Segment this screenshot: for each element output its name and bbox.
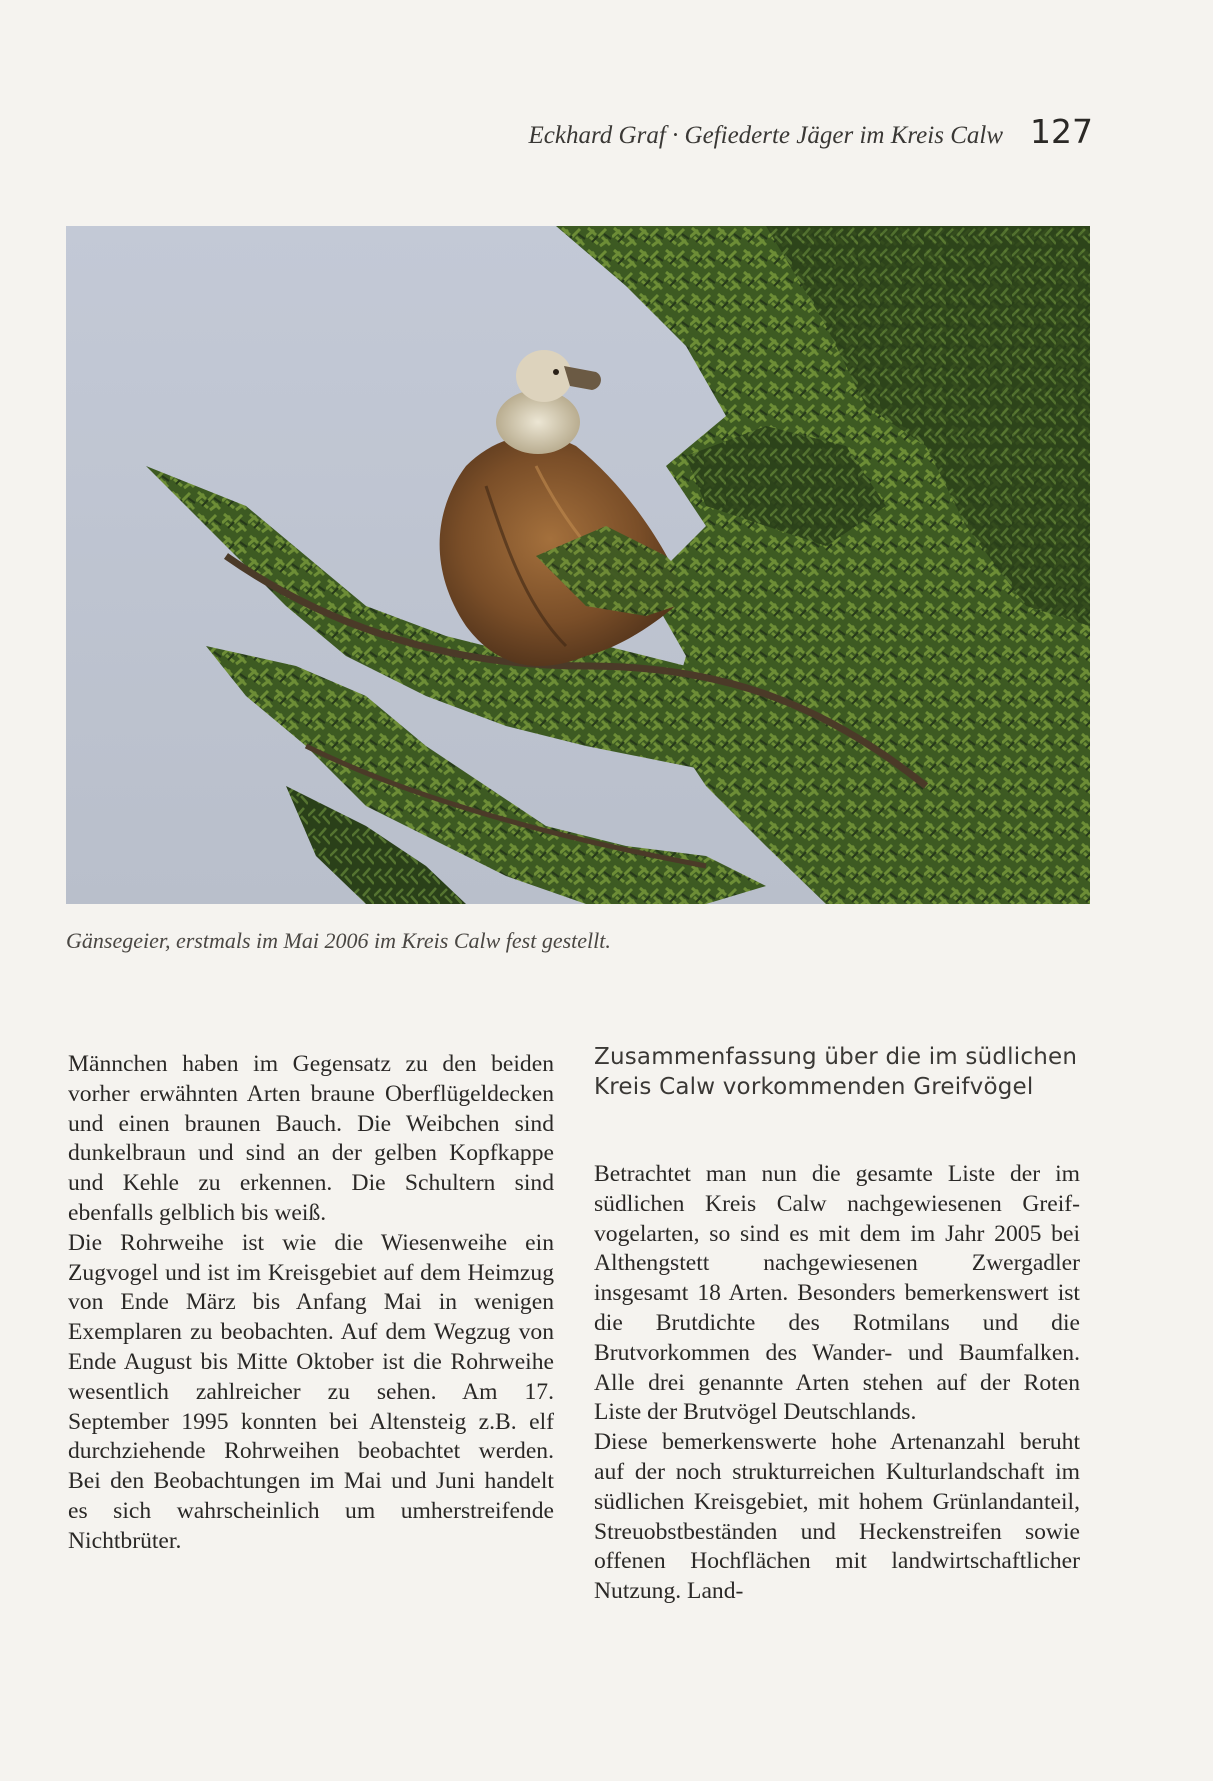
section-heading: Zusammenfassung über die im südlichen Kreis Calw vorkommenden Greifvögel bbox=[594, 1044, 1078, 1100]
vulture-photo bbox=[66, 226, 1090, 904]
page-number: 127 bbox=[1030, 112, 1093, 151]
paragraph: Diese bemerkenswerte hohe Artenanzahl beruht auf der noch strukturreichen Kulturlandschaft im südlichen Kreisgebiet, mit hohem Grünlandanteil, Streuobstbeständen und Heckenstreifen sowie offenen Hochflächen mit landwirtschaftlicher Nutzung. Land- bbox=[594, 1429, 1080, 1605]
left-column bbox=[68, 1050, 554, 1557]
paragraph: Die Rohrweihe ist wie die Wiesenweihe ein Zugvogel und ist im Kreisgebiet auf dem Heimzug von Ende März bis Anfang Mai in wenigen Exemplaren zu beobachten. Auf dem Wegzug von Ende August bis Mitte Oktober ist die Rohrweihe wesentlich zahlreicher zu sehen. Am 17. September 1995 konnten bei Altensteig z.B. elf durchziehende Rohrweihen beobachtet werden. Bei den Beobachtungen im Mai und Juni handelt es sich wahrscheinlich um umherstreifende Nichtbrüter. bbox=[68, 1229, 554, 1554]
paragraph: Männchen haben im Gegensatz zu den beiden vorher erwähnten Arten braune Oberflügeldecken und einen braunen Bauch. Die Weibchen sind dunkelbraun und sind an der gelben Kopfkappe und Kehle zu erkennen. Die Schultern sind ebenfalls gelblich bis weiß. bbox=[68, 1051, 554, 1226]
vulture-in-spruce-illustration bbox=[66, 226, 1090, 904]
right-column bbox=[594, 1042, 1080, 1607]
running-title: Eckhard Graf · Gefiederte Jäger im Kreis Calw bbox=[528, 122, 1003, 149]
figure-caption: Gänsegeier, erstmals im Mai 2006 im Kreis Calw fest gestellt. bbox=[66, 928, 611, 953]
running-header bbox=[60, 108, 1093, 158]
paragraph: Betrachtet man nun die gesamte Liste der im südlichen Kreis Calw nachgewiesenen Greifvogelarten, so sind es mit dem im Jahr 2005 bei Althengstett nachgewiesenen Zwergadler insgesamt 18 Arten. Besonders bemerkenswert ist die Brutdichte des Rotmilans und die Brutvorkommen des Wander- und Baumfalken. Alle drei genannte Arten stehen auf der Roten Liste der Brutvögel Deutschlands. bbox=[594, 1161, 1080, 1426]
